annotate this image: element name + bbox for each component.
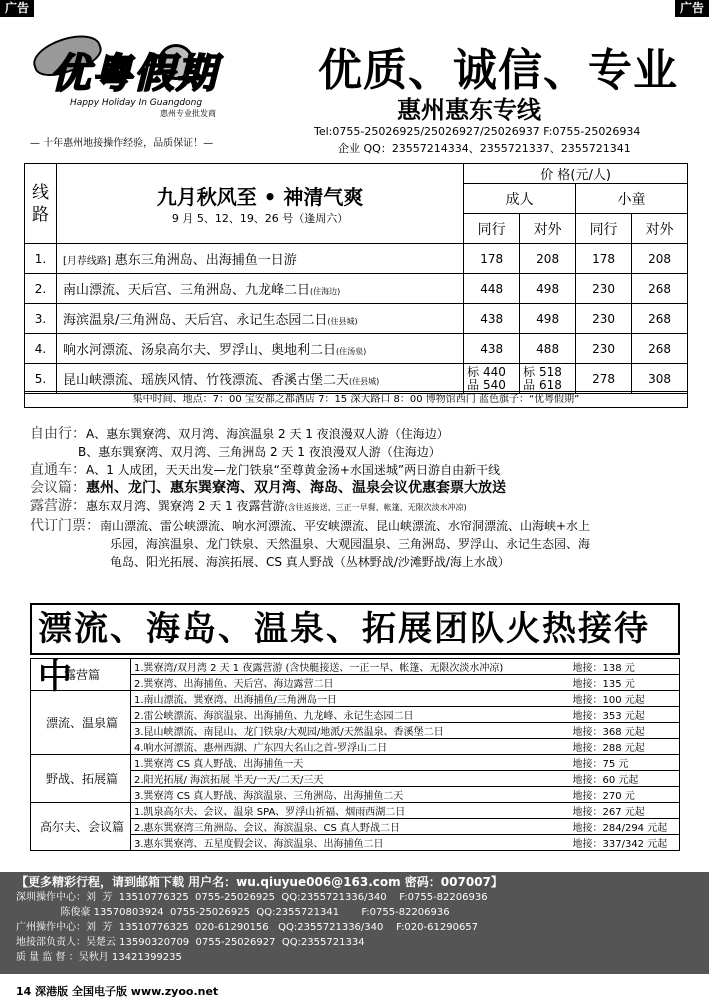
package-price: 地接：60 元起: [570, 771, 680, 787]
tickets-l3: 龟岛、阳光拓展、海滨拓展、CS 真人野战（丛林野战/沙滩野战/海上水战）: [110, 555, 510, 569]
table-title: 九月秋风至 • 神清气爽: [156, 185, 364, 209]
package-item: 3.巽寮湾 CS 真人野战、海滨温泉、三角洲岛、出海捕鱼二天: [131, 787, 570, 803]
group-banner: 漂流、海岛、温泉、拓展团队火热接待中: [30, 603, 680, 655]
tickets-label: 代订门票：: [30, 518, 100, 534]
recommend-tag: [月荐线路]: [62, 256, 111, 267]
route-name: 海滨温泉/三角洲岛、天后宫、永记生态园二日: [62, 313, 328, 328]
adult-header: 成人: [464, 184, 576, 214]
table-row: [31, 659, 680, 675]
package-price: 地接：138 元: [570, 659, 680, 675]
brand-name: 优粤假期: [50, 51, 218, 97]
route-number: 2.: [25, 274, 57, 304]
brand-english: Happy Holiday In Guangdong: [70, 98, 203, 108]
meeting-info: 集中时间、地点：7：00 宝安都之都酒店 7：15 深大路口 8：00 博物馆西门 蓝色旗子：“优粤假期”: [24, 391, 688, 408]
route-number: 5.: [25, 364, 57, 394]
table-row: [31, 803, 680, 819]
price-c2: 268: [632, 274, 688, 304]
package-item: 3.昆山峡漂流、南昆山、龙门铁泉/大观园/地派/天然温泉、香溪堡二日: [131, 723, 570, 739]
route-name-cell: [56, 244, 463, 274]
price-a2: 标 518 品 618: [520, 364, 576, 394]
package-price: 地接：135 元: [570, 675, 680, 691]
route-number: 3.: [25, 304, 57, 334]
price-a1: 标 440 品 540: [464, 364, 520, 394]
direct-label: 直通车：: [30, 462, 86, 478]
price-c1: 178: [576, 244, 632, 274]
package-price: 地接：267 元起: [570, 803, 680, 819]
package-price: 地接：337/342 元起: [570, 835, 680, 851]
direct-text: A、1 人成团，天天出发—龙门铁泉“至尊黄金汤+水国迷城”两日游自由新干线: [86, 463, 501, 477]
price-c1: 278: [576, 364, 632, 394]
price-header: 价 格(元/人): [464, 164, 688, 184]
route-number: 4.: [25, 334, 57, 364]
camping-text: 惠东双月湾、巽寮湾 2 天 1 夜露营游: [86, 499, 285, 513]
price-c1: 230: [576, 274, 632, 304]
package-item: 3.惠东巽寮湾、五星度假会议、海滨温泉、出海捕鱼二日: [131, 835, 570, 851]
tickets-l1: 南山漂流、雷公峡漂流、响水河漂流、平安峡漂流、昆山峡漂流、水帘洞漂流、山海峡+水上: [100, 519, 591, 533]
package-price: 地接：368 元起: [570, 723, 680, 739]
camping-note: (含往返接送、三正一早餐、帐篷、无限次淡水冲凉): [284, 503, 467, 512]
free-b: B、惠东巽寮湾、双月湾、三角洲岛 2 天 1 夜浪漫双人游（住海边）: [78, 445, 441, 459]
price-c1: 230: [576, 334, 632, 364]
package-category: 高尔夫、会议篇: [31, 803, 131, 851]
route-name-cell: [56, 304, 463, 334]
contact-row: 广州操作中心：刘 芳 13510776325 020-61290156 QQ:2355721336/340 F:020-61290657: [16, 922, 479, 933]
route-name: 南山漂流、天后宫、三角洲岛、九龙峰二日: [62, 283, 310, 298]
header: [0, 0, 709, 160]
price-table: [24, 163, 688, 394]
table-row: [31, 691, 680, 707]
package-item: 1.南山漂流、巽寮湾、出海捕鱼/三角洲岛一日: [131, 691, 570, 707]
price-a2: 488: [520, 334, 576, 364]
price-a1: 438: [464, 334, 520, 364]
price-c2: 208: [632, 244, 688, 274]
route-name-cell: [56, 274, 463, 304]
price-c2: 268: [632, 304, 688, 334]
download-info: 【更多精彩行程，请到邮箱下载 用户名：wu.qiuyue006@163.com 密码：007007】: [16, 875, 503, 889]
ad-label-left: 广告: [0, 0, 34, 17]
meeting-text: 惠州、龙门、惠东巽寮湾、双月湾、海岛、温泉会议优惠套票大放送: [86, 480, 506, 496]
package-item: 1.巽寮湾 CS 真人野战、出海捕鱼一天: [131, 755, 570, 771]
ad-label-right: 广告: [675, 0, 709, 17]
price-a2: 498: [520, 274, 576, 304]
route-name-cell: [56, 334, 463, 364]
public-header: 对外: [632, 214, 688, 244]
public-header: 对外: [520, 214, 576, 244]
package-item: 2.阳光拓展/ 海滨拓展 半天/一天/二天/三天: [131, 771, 570, 787]
package-category: 漂流、温泉篇: [31, 691, 131, 755]
brand-logo: [30, 24, 300, 118]
qq: 企业 QQ：23557214334、2355721337、2355721341: [338, 142, 631, 155]
page-footer: 14 深港版 全国电子版 www.zyoo.net: [16, 985, 219, 998]
price-c1: 230: [576, 304, 632, 334]
table-row: [25, 274, 688, 304]
free-a: A、惠东巽寮湾、双月湾、海滨温泉 2 天 1 夜浪漫双人游（住海边）: [86, 427, 449, 441]
price-a2: 208: [520, 244, 576, 274]
package-item: 1.巽寮湾/双月湾 2 天 1 夜露营游 (含快艇接送、一正一早、帐篷、无限次淡水冲凉): [131, 659, 570, 675]
table-dates: 9 月 5、12、19、26 号（逢周六）: [171, 212, 349, 225]
peer-header: 同行: [464, 214, 520, 244]
route-name-cell: [56, 364, 463, 394]
table-row: [31, 755, 680, 771]
route-header: 线路: [25, 164, 57, 244]
table-row: [25, 304, 688, 334]
package-item: 2.惠东巽寮湾三角洲岛、会议、海滨温泉、CS 真人野战二日: [131, 819, 570, 835]
table-row: [25, 364, 688, 394]
package-price: 地接：75 元: [570, 755, 680, 771]
table-title-cell: [56, 164, 463, 244]
price-a1: 448: [464, 274, 520, 304]
brand-sub: 惠州专业批发商: [160, 109, 216, 118]
free-label: 自由行：: [30, 426, 86, 442]
route-name: 响水河漂流、汤泉高尔夫、罗浮山、奥地利二日: [62, 343, 336, 358]
price-c2: 308: [632, 364, 688, 394]
package-price: 地接：284/294 元起: [570, 819, 680, 835]
package-price: 地接：100 元起: [570, 691, 680, 707]
subhead: 惠州惠东专线: [397, 95, 541, 124]
footer: [0, 872, 709, 974]
contact-row: 质 量 监 督 ：吴秋月 13421399235: [16, 952, 182, 963]
meeting-label: 会议篇：: [30, 480, 86, 496]
package-item: 2.雷公峡漂流、海滨温泉、出海捕鱼、九龙峰、永记生态园二日: [131, 707, 570, 723]
package-price: 地接：353 元起: [570, 707, 680, 723]
table-row: [25, 334, 688, 364]
price-a2: 498: [520, 304, 576, 334]
price-a1: 178: [464, 244, 520, 274]
slogan: — 十年惠州地接操作经验，品质保证！—: [30, 138, 214, 149]
camping-label: 露营游：: [30, 498, 86, 514]
route-name: 惠东三角洲岛、出海捕鱼一日游: [114, 253, 297, 268]
tickets-l2: 乐园，海滨温泉、龙门铁泉、天然温泉、大观园温泉、三角洲岛、罗浮山、永记生态园、海: [110, 537, 591, 551]
package-item: 2.巽寮湾、出海捕鱼、天后宫、海边露营二日: [131, 675, 570, 691]
price-c2: 268: [632, 334, 688, 364]
contact-row: 陈俊豪 13570803924 0755-25026925 QQ:2355721341 F:0755-82206936: [16, 907, 450, 918]
route-note: (住汤泉): [335, 347, 367, 356]
table-row: [25, 244, 688, 274]
package-category: 野战、拓展篇: [31, 755, 131, 803]
route-note: (住海边): [309, 287, 341, 296]
contact-row: 深圳操作中心：刘 芳 13510776325 0755-25026925 QQ:2355721336/340 F:0755-82206936: [16, 892, 488, 903]
headline: 优质、诚信、专业: [318, 45, 678, 96]
package-price: 地接：270 元: [570, 787, 680, 803]
price-a1: 438: [464, 304, 520, 334]
package-table: [30, 658, 680, 851]
contact-row: 地接部负责人：吴楚云 13590320709 0755-25026927 QQ:2355721334: [16, 937, 365, 948]
package-price: 地接：288 元起: [570, 739, 680, 755]
package-category: 露营篇: [31, 659, 131, 691]
route-note: (住县城): [327, 317, 358, 326]
route-number: 1.: [25, 244, 57, 274]
tel: Tel:0755-25026925/25026927/25026937 F:0755-25026934: [314, 125, 641, 138]
package-item: 1.凯泉高尔夫、会议、温泉 SPA、罗浮山祈福、烟雨西湖二日: [131, 803, 570, 819]
package-item: 4.响水河漂流、惠州西湖、广东四大名山之首-罗浮山二日: [131, 739, 570, 755]
child-header: 小童: [576, 184, 688, 214]
route-name: 昆山峡漂流、瑶族风情、竹筏漂流、香溪古堡二天: [62, 373, 349, 388]
free-travel: [30, 425, 590, 571]
peer-header: 同行: [576, 214, 632, 244]
route-note: (住县城): [348, 377, 380, 386]
